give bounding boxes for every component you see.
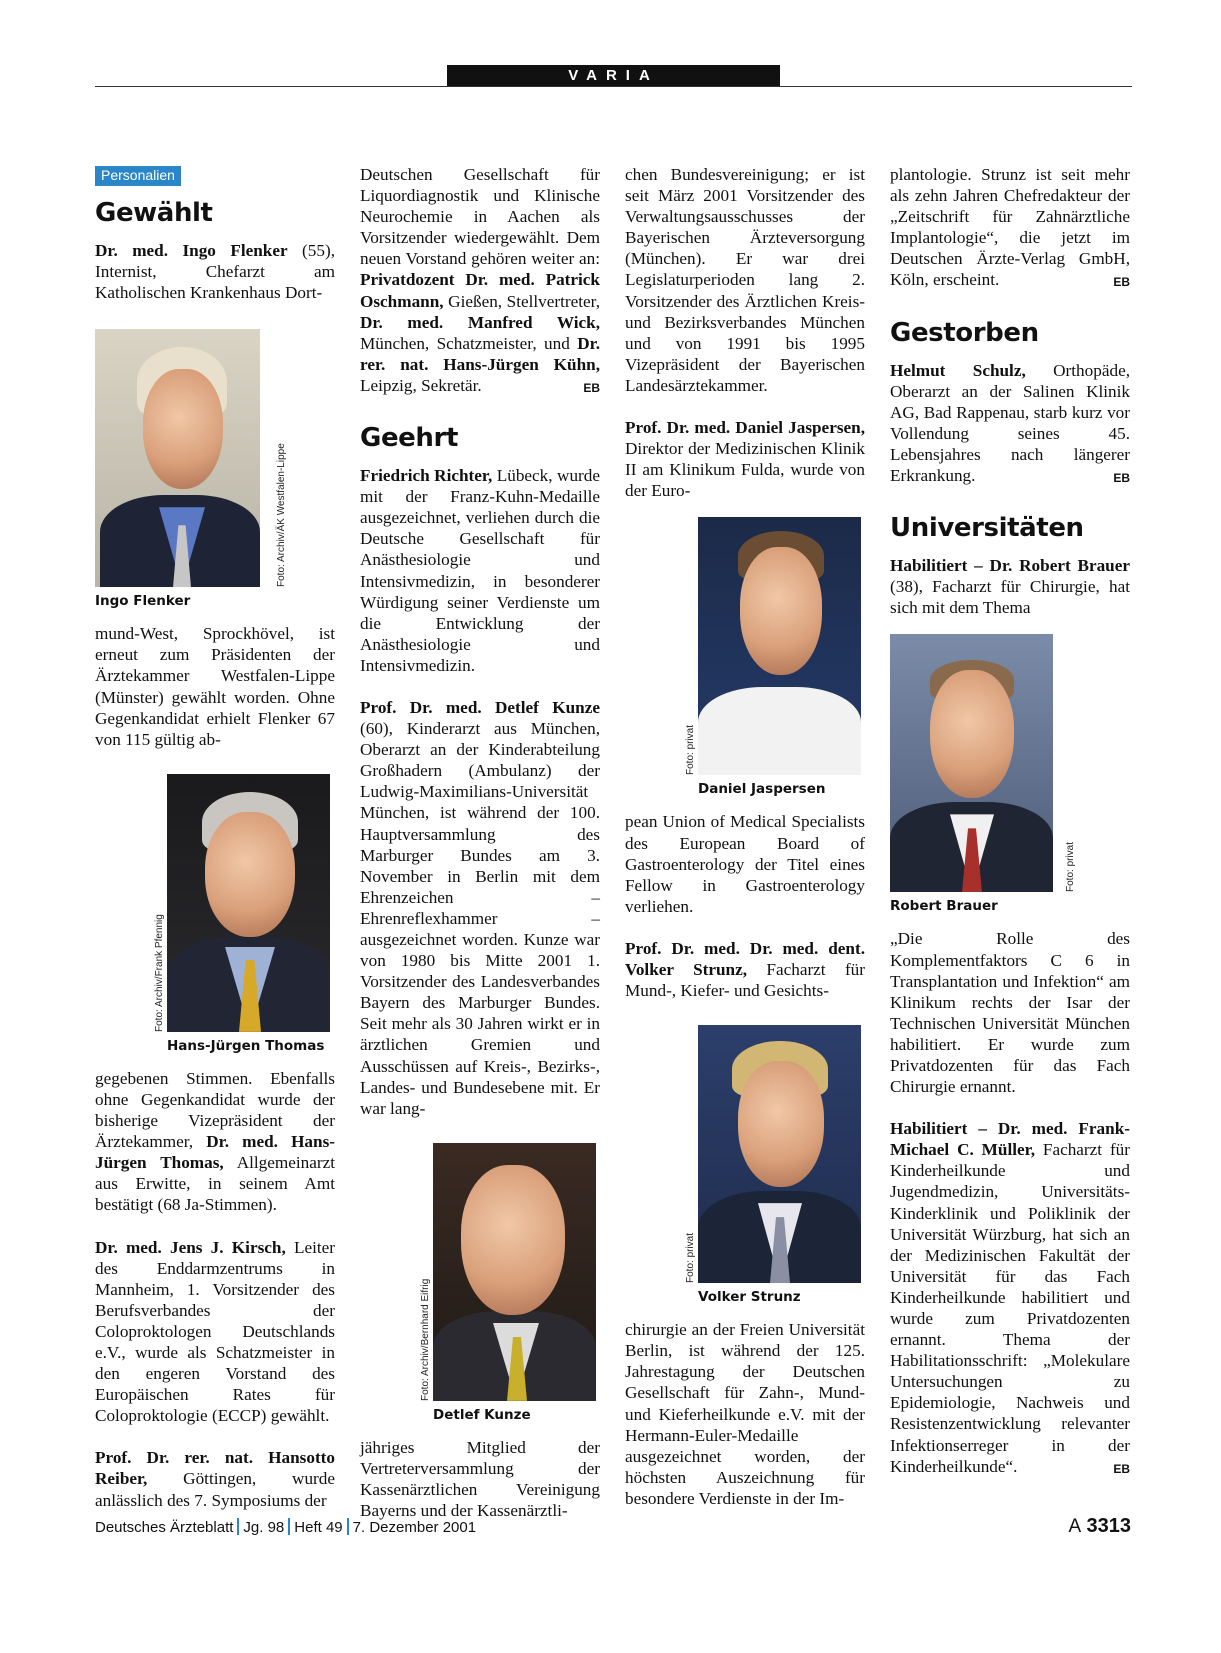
- photo-caption: Ingo Flenker: [95, 593, 191, 610]
- portrait-photo: [433, 1143, 596, 1401]
- heading-universitaeten: Universitäten: [890, 513, 1084, 544]
- photo-caption: Hans-Jürgen Thomas: [167, 1037, 325, 1054]
- author-signature: EB: [583, 380, 600, 395]
- paragraph-brauer-cont: „Die Rolle des Komplementfaktors C 6 in Transplantation und Infektion“ am Klinikum rechts der Isar der Technischen Universität München habilitiert. Er wurde zum Privatdozenten für das Fach Chirurgie ernannt.: [890, 929, 1130, 1097]
- paragraph-richter: Friedrich Richter, Lübeck, wurde mit der Franz-Kuhn-Medaille ausgezeichnet, verliehen durch die Deutsche Gesellschaft für Anästhesiologie und Intensivmedizin, in besonderer Würdigung seiner Verdienste um die Entwicklung der Anästhesiologie und Intensivmedizin.: [360, 466, 600, 675]
- paragraph-jaspersen-cont: pean Union of Medical Specialists des European Board of Gastroenterology der Titel eines Fellow in Gastroenterology verliehen.: [625, 812, 865, 916]
- photo-credit: Foto: Archiv/ÄK Westfalen-Lippe: [276, 443, 287, 588]
- paragraph-kunze-cont-2: chen Bundesvereinigung; er ist seit März 2001 Vorsitzender des Verwaltungsausschusses der Bayerischen Ärzteversorgung (München). Er war drei Legislaturperioden lang 2. Vorsitzender des Ärztlichen Kreis- und Bezirksverbandes München und von 1991 bis 1995 Vizepräsident der Bayerischen Landesärztekammer.: [625, 165, 865, 395]
- journal-name: Deutsches Ärzteblatt: [95, 1519, 234, 1536]
- paragraph-jaspersen: Prof. Dr. med. Daniel Jaspersen, Direktor der Medizinischen Klinik II am Klinikum Fulda, wurde von der Euro-: [625, 418, 865, 501]
- column-1: [95, 164, 335, 1511]
- photo-figure-jaspersen: [685, 517, 865, 798]
- heading-gestorben: Gestorben: [890, 317, 1039, 348]
- paragraph-kunze: Prof. Dr. med. Detlef Kunze (60), Kinderarzt aus München, Oberarzt an der Kinderabteilung Großhadern (Ambulanz) der Ludwig-Maximilians-Universität München, ist während der 100. Hauptversammlung des Marburger Bundes am 3. November in Berlin mit dem Ehrenzeichen – Ehrenreflexhammer – ausgezeichnet worden. Kunze war von 1980 bis Mitte 2001 1. Vorsitzender des Landesverbandes Bayern des Marburger Bundes. Seit mehr als 30 Jahren wirkt er in ärztlichen Gremien und Ausschüssen auf Kreis-, Bezirks-, Landes- und Bundesebene mit. Er war lang-: [360, 697, 600, 1118]
- person-name: Dr. med. Manfred Wick,: [360, 312, 600, 332]
- heading-geehrt: Geehrt: [360, 423, 458, 454]
- photo-credit: Foto: Archiv/Frank Pfennig: [154, 914, 165, 1032]
- person-name: Habilitiert – Dr. med. Frank-Michael C. Müller,: [890, 1119, 1130, 1160]
- paragraph-kunze-cont: jähriges Mitglied der Vertreterversammlung der Kassenärztlichen Vereinigung Bayerns und der Kassenärztli-: [360, 1437, 600, 1521]
- photo-credit: Foto: Archiv/Bernhard Eifrig: [420, 1278, 431, 1401]
- page-number-value: 3313: [1086, 1515, 1131, 1537]
- category-tag: Personalien: [95, 166, 181, 186]
- paragraph-schulz: Helmut Schulz, Orthopäde, Oberarzt an der Salinen Klinik AG, Bad Rappenau, starb kurz vor Vollendung seines 45. Lebensjahres nach längerer Erkrankung. EB: [890, 360, 1130, 487]
- issue-date: 7. Dezember 2001: [352, 1519, 477, 1536]
- photo-caption: Robert Brauer: [890, 898, 998, 915]
- portrait-photo: [890, 634, 1053, 892]
- page-prefix: A: [1068, 1516, 1082, 1537]
- header-rule: [95, 86, 1132, 87]
- journal-issue: Heft 49: [294, 1519, 343, 1536]
- page-footer: [95, 1518, 476, 1536]
- photo-caption: Detlef Kunze: [433, 1406, 531, 1423]
- portrait-photo: [167, 774, 330, 1032]
- author-signature: EB: [1113, 471, 1130, 486]
- person-name: Prof. Dr. rer. nat. Hansotto Reiber,: [95, 1448, 335, 1489]
- photo-figure-brauer: [890, 634, 1130, 914]
- photo-figure-strunz: [685, 1025, 865, 1306]
- person-name: Prof. Dr. med. Dr. med. dent. Volker Strunz,: [625, 938, 865, 979]
- photo-figure-flenker: [95, 329, 335, 609]
- heading-gewaehlt: Gewählt: [95, 198, 213, 228]
- photo-credit: Foto: privat: [685, 1233, 696, 1284]
- portrait-photo: [698, 517, 861, 775]
- photo-credit: Foto: privat: [685, 725, 696, 776]
- footer-separator: [347, 1518, 349, 1535]
- photo-figure-thomas: [154, 774, 335, 1054]
- person-name: Prof. Dr. med. Detlef Kunze: [360, 697, 600, 717]
- photo-caption: Volker Strunz: [698, 1289, 801, 1306]
- author-signature: EB: [1113, 1461, 1130, 1476]
- footer-separator: [288, 1518, 290, 1535]
- paragraph-mueller: Habilitiert – Dr. med. Frank-Michael C. Müller, Facharzt für Kinderheilkunde und Jugendmedizin, Universitäts-Kinderklinik und Poliklinik der Universität Würzburg, hat sich an der Medizinischen Fakultät der Universität für das Fach Kinderheilkunde habilitiert und wurde zum Privatdozenten ernannt. Thema der Habilitationsschrift: „Molekulare Untersuchungen zu Epidemiologie, Nachweis und Resistenzentwicklung relevanter Infektionserreger in der Kinderheilkunde“. EB: [890, 1118, 1130, 1477]
- journal-volume: Jg. 98: [243, 1519, 285, 1536]
- paragraph-flenker: Dr. med. Ingo Flenker (55), Internist, Chefarzt am Katholischen Krankenhaus Dort-: [95, 241, 335, 303]
- paragraph-strunz-cont: chirurgie an der Freien Universität Berlin, ist während der 125. Jahrestagung der Deutschen Gesellschaft für Zahn-, Mund- und Kieferheilkunde e.V. mit der Hermann-Euler-Medaille ausgezeichnet worden, der höchsten Auszeichnung für besondere Verdienste in der Im-: [625, 1320, 865, 1508]
- person-name: Prof. Dr. med. Daniel Jaspersen,: [625, 418, 865, 438]
- paragraph-kirsch: Dr. med. Jens J. Kirsch, Leiter des Enddarmzentrums in Mannheim, 1. Vorsitzender des Berufsverbandes der Coloproktologen Deutschlands e.V., wurde als Schatzmeister in den engeren Vorstand des Europäischen Rates für Coloproktologie (ECCP) gewählt.: [95, 1237, 335, 1426]
- paragraph-brauer: Habilitiert – Dr. Robert Brauer (38), Facharzt für Chirurgie, hat sich mit dem Thema: [890, 556, 1130, 618]
- person-name: Dr. med. Hans-Jürgen Thomas,: [95, 1132, 335, 1173]
- paragraph-reiber: Prof. Dr. rer. nat. Hansotto Reiber, Göttingen, wurde anlässlich des 7. Symposiums der: [95, 1448, 335, 1510]
- paragraph-thomas: gegebenen Stimmen. Ebenfalls ohne Gegenkandidat wurde der bisherige Vizepräsident der Ärztekammer, Dr. med. Hans-Jürgen Thomas, Allgemeinarzt aus Erwitte, in seinem Amt bestätigt (68 Ja-Stimmen).: [95, 1068, 335, 1215]
- paragraph-flenker-cont: mund-West, Sprockhövel, ist erneut zum Präsidenten der Ärztekammer Westfalen-Lippe (Münster) gewählt worden. Ohne Gegenkandidat erhielt Flenker 67 von 115 gültig ab-: [95, 624, 335, 749]
- person-name: Dr. med. Jens J. Kirsch,: [95, 1237, 286, 1257]
- author-signature: EB: [1113, 275, 1130, 290]
- paragraph-reiber-cont: Deutschen Gesellschaft für Liquordiagnostik und Klinische Neurochemie in Aachen als Vorsitzender wiedergewählt. Dem neuen Vorstand gehören weiter an: Privatdozent Dr. med. Patrick Oschmann, Gießen, Stellvertreter, Dr. med. Manfred Wick, München, Schatzmeister, und Dr. rer. nat. Hans-Jürgen Kühn, Leipzig, Sekretär. EB: [360, 164, 600, 396]
- footer-separator: [237, 1518, 239, 1535]
- column-4: [890, 164, 1130, 1480]
- photo-figure-kunze: [420, 1143, 600, 1423]
- portrait-photo: [698, 1025, 861, 1283]
- person-name: Dr. med. Ingo Flenker: [95, 241, 288, 260]
- paragraph-strunz: Prof. Dr. med. Dr. med. dent. Volker Strunz, Facharzt für Mund-, Kiefer- und Gesichts-: [625, 938, 865, 1001]
- person-name: Dr. rer. nat. Hans-Jürgen Kühn,: [360, 333, 600, 374]
- person-name: Helmut Schulz,: [890, 360, 1026, 380]
- column-3: [625, 164, 865, 1509]
- paragraph-strunz-cont-2: plantologie. Strunz ist seit mehr als zehn Jahren Chefredakteur der „Zeitschrift für Zahnärztliche Implantologie“, die jetzt im Deutschen Ärzte-Verlag GmbH, Köln, erscheint. EB: [890, 164, 1130, 291]
- person-name: Habilitiert – Dr. Robert Brauer: [890, 556, 1130, 576]
- column-2: [360, 164, 600, 1521]
- photo-caption: Daniel Jaspersen: [698, 781, 826, 798]
- person-name: Privatdozent Dr. med. Patrick Oschmann,: [360, 270, 600, 311]
- person-name: Friedrich Richter,: [360, 466, 493, 486]
- portrait-photo: [95, 329, 260, 587]
- page-number: [1069, 1515, 1131, 1538]
- section-header: VARIA: [447, 65, 780, 86]
- photo-credit: Foto: privat: [1065, 842, 1076, 893]
